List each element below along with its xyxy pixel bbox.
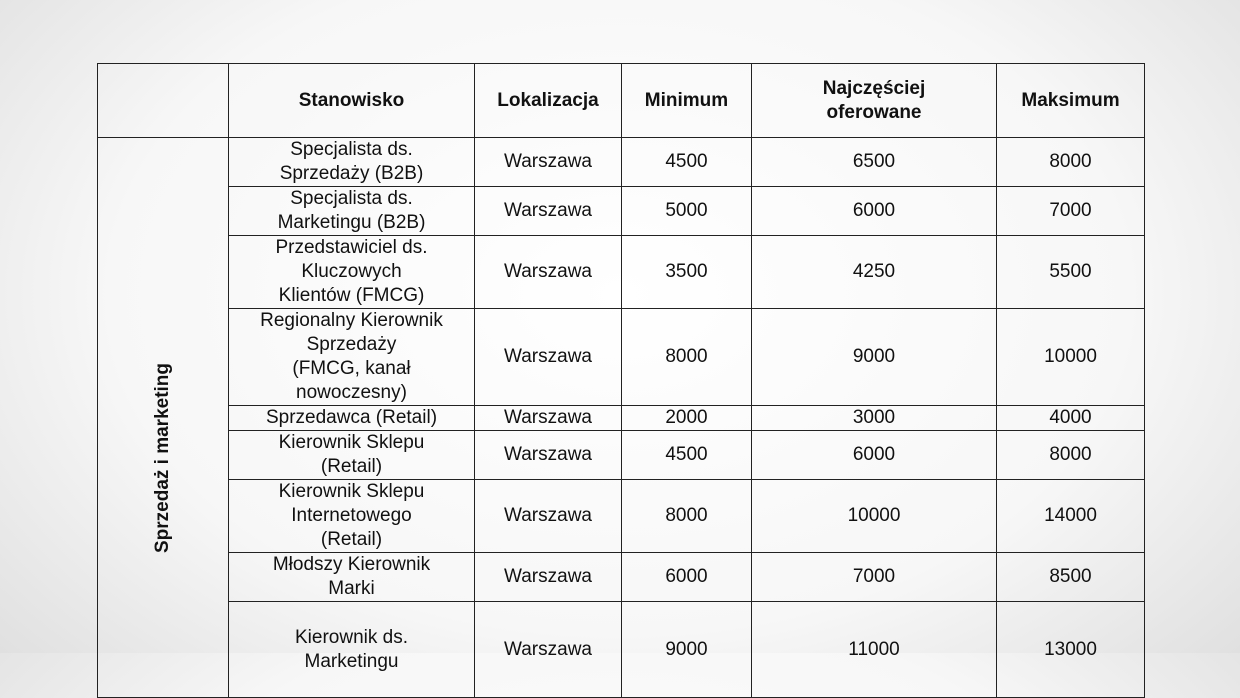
header-row xyxy=(98,64,1145,138)
header-najczesciej: Najczęściej oferowane xyxy=(752,64,997,138)
cell-maksimum: 10000 xyxy=(997,309,1145,406)
cell-stanowisko: Specjalista ds. Marketingu (B2B) xyxy=(229,187,475,236)
cell-najczesciej: 7000 xyxy=(752,553,997,602)
cell-minimum: 5000 xyxy=(622,187,752,236)
cell-najczesciej: 3000 xyxy=(752,406,997,431)
cell-maksimum: 4000 xyxy=(997,406,1145,431)
salary-table xyxy=(97,63,1145,698)
cell-stanowisko: Regionalny Kierownik Sprzedaży (FMCG, kanał nowoczesny) xyxy=(229,309,475,406)
table-row xyxy=(98,431,1145,480)
category-cell xyxy=(98,138,229,698)
header-minimum: Minimum xyxy=(622,64,752,138)
cell-minimum: 8000 xyxy=(622,309,752,406)
header-empty xyxy=(98,64,229,138)
table-row xyxy=(98,602,1145,698)
cell-stanowisko: Kierownik Sklepu (Retail) xyxy=(229,431,475,480)
cell-lokalizacja: Warszawa xyxy=(475,431,622,480)
cell-maksimum: 8000 xyxy=(997,138,1145,187)
cell-stanowisko: Specjalista ds. Sprzedaży (B2B) xyxy=(229,138,475,187)
cell-najczesciej: 10000 xyxy=(752,480,997,553)
cell-minimum: 4500 xyxy=(622,431,752,480)
cell-maksimum: 7000 xyxy=(997,187,1145,236)
cell-lokalizacja: Warszawa xyxy=(475,138,622,187)
cell-najczesciej: 6000 xyxy=(752,187,997,236)
table-row xyxy=(98,187,1145,236)
cell-maksimum: 13000 xyxy=(997,602,1145,698)
cell-minimum: 8000 xyxy=(622,480,752,553)
cell-stanowisko: Przedstawiciel ds. Kluczowych Klientów (FMCG) xyxy=(229,236,475,309)
table-row xyxy=(98,138,1145,187)
cell-lokalizacja: Warszawa xyxy=(475,406,622,431)
cell-najczesciej: 6000 xyxy=(752,431,997,480)
cell-minimum: 3500 xyxy=(622,236,752,309)
header-maksimum: Maksimum xyxy=(997,64,1145,138)
cell-stanowisko: Młodszy Kierownik Marki xyxy=(229,553,475,602)
cell-minimum: 9000 xyxy=(622,602,752,698)
cell-minimum: 4500 xyxy=(622,138,752,187)
table-row xyxy=(98,309,1145,406)
cell-maksimum: 8500 xyxy=(997,553,1145,602)
table-row xyxy=(98,480,1145,553)
cell-lokalizacja: Warszawa xyxy=(475,309,622,406)
header-stanowisko: Stanowisko xyxy=(229,64,475,138)
cell-najczesciej: 6500 xyxy=(752,138,997,187)
cell-lokalizacja: Warszawa xyxy=(475,602,622,698)
cell-stanowisko: Kierownik ds. Marketingu xyxy=(229,602,475,698)
cell-minimum: 6000 xyxy=(622,553,752,602)
cell-najczesciej: 11000 xyxy=(752,602,997,698)
cell-lokalizacja: Warszawa xyxy=(475,236,622,309)
header-lokalizacja: Lokalizacja xyxy=(475,64,622,138)
cell-stanowisko: Kierownik Sklepu Internetowego (Retail) xyxy=(229,480,475,553)
cell-lokalizacja: Warszawa xyxy=(475,187,622,236)
cell-lokalizacja: Warszawa xyxy=(475,480,622,553)
cell-stanowisko: Sprzedawca (Retail) xyxy=(229,406,475,431)
cell-lokalizacja: Warszawa xyxy=(475,553,622,602)
cell-maksimum: 5500 xyxy=(997,236,1145,309)
cell-najczesciej: 9000 xyxy=(752,309,997,406)
cell-najczesciej: 4250 xyxy=(752,236,997,309)
cell-minimum: 2000 xyxy=(622,406,752,431)
category-label: Sprzedaż i marketing xyxy=(152,362,173,554)
table-row xyxy=(98,236,1145,309)
cell-maksimum: 8000 xyxy=(997,431,1145,480)
cell-maksimum: 14000 xyxy=(997,480,1145,553)
table-row xyxy=(98,406,1145,431)
table-row xyxy=(98,553,1145,602)
